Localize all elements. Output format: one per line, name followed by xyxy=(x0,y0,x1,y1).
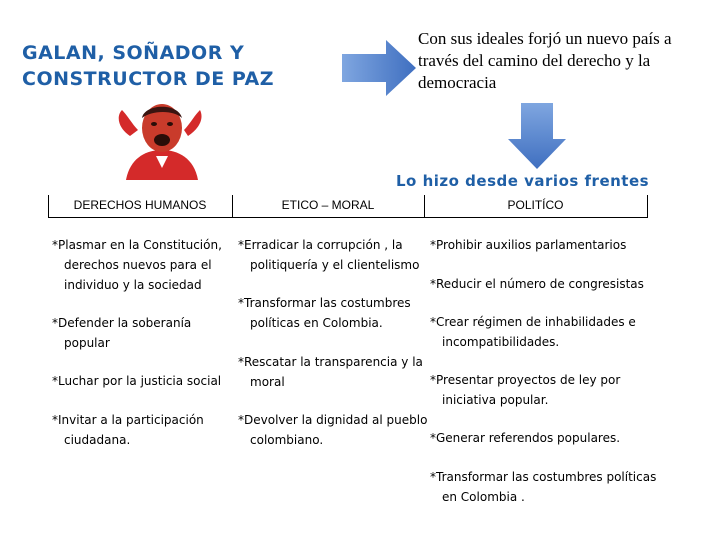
list-item: *Prohibir auxilios parlamentarios xyxy=(430,238,627,252)
arrow-down-icon xyxy=(508,103,566,169)
table-border-right xyxy=(647,195,648,217)
title-line-1: GALAN, SOÑADOR Y xyxy=(22,42,245,64)
list-item: *Erradicar la corrupción , la politiquería y el clientelismo xyxy=(238,238,420,272)
list-item: *Plasmar en la Constitución, derechos nuevos para el individuo y la sociedad xyxy=(52,238,222,292)
column-header-ethic-moral: ETICO – MORAL xyxy=(281,198,375,212)
list-item: *Invitar a la participación ciudadana. xyxy=(52,413,204,447)
list-item: *Generar referendos populares. xyxy=(430,431,621,445)
page-title xyxy=(22,40,322,92)
column-header-political: POLITÍCO xyxy=(507,198,564,212)
title-line-2: CONSTRUCTOR DE PAZ xyxy=(22,68,275,90)
list-item: *Reducir el número de congresistas xyxy=(430,277,644,291)
table-header-divider xyxy=(48,217,648,218)
list-item: *Devolver la dignidad al pueblo colombiano. xyxy=(238,413,428,447)
list-item: *Luchar por la justicia social xyxy=(52,374,222,388)
fronts-subtitle: Lo hizo desde varios frentes xyxy=(396,172,650,190)
list-item: *Transformar las costumbres políticas en Colombia. xyxy=(238,296,411,330)
list-item: *Defender la soberanía popular xyxy=(52,316,192,350)
list-item: *Crear régimen de inhabilidades e incompatibilidades. xyxy=(430,315,636,349)
portrait-icon xyxy=(116,98,208,180)
list-item: *Rescatar la transparencia y la moral xyxy=(238,355,423,389)
arrow-right-icon xyxy=(342,40,416,96)
column-header-human-rights: DERECHOS HUMANOS xyxy=(73,198,207,212)
list-item: *Transformar las costumbres políticas en Colombia . xyxy=(430,470,657,504)
list-item: *Presentar proyectos de ley por iniciativa popular. xyxy=(430,373,621,407)
ideals-text: Con sus ideales forjó un nuevo país a través del camino del derecho y la democracia xyxy=(418,29,672,92)
